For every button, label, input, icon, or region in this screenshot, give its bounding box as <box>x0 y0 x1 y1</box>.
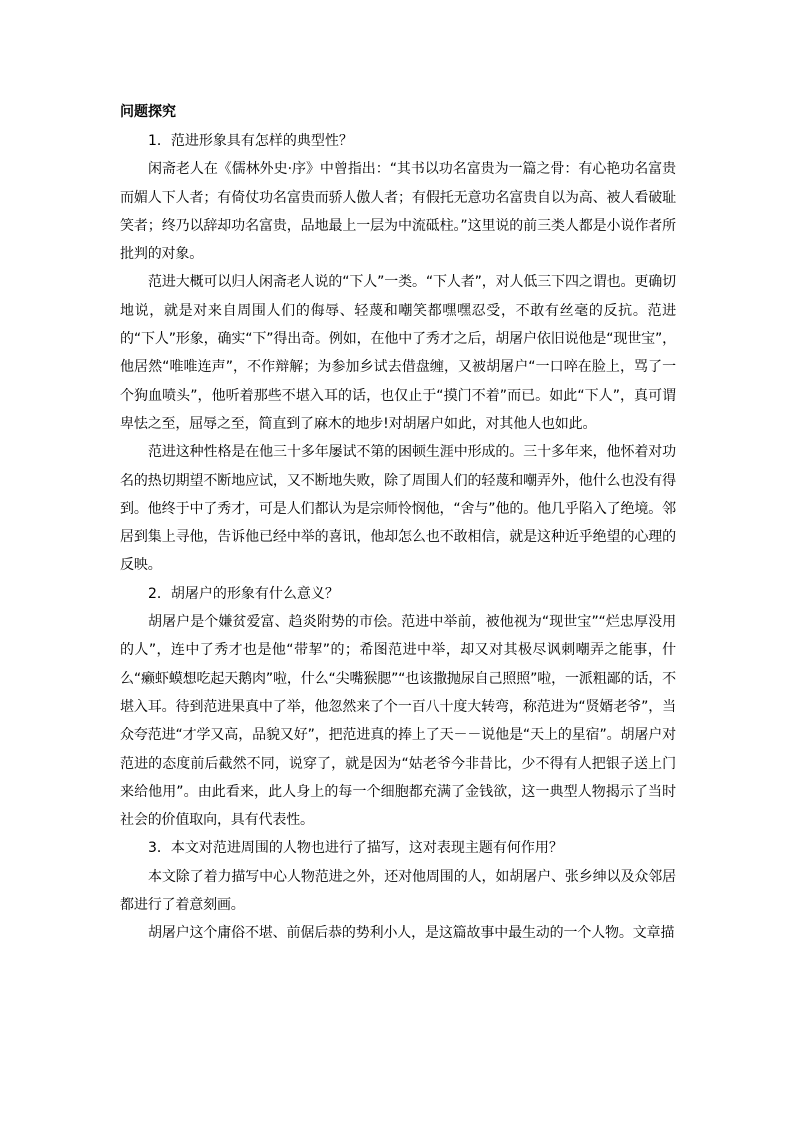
paragraph: 范进这种性格是在他三十多年屡试不第的困顿生涯中形成的。三十多年来，他怀着对功名的热切期望不断地应试，又不断地失败，除了周围人们的轻蔑和嘲弄外，他什么也没有得到。他终于中了秀才，可是人们都认为是宗师怜悯他，“舍与”他的。他几乎陷入了绝境。邻居到集上寻他，告诉他已经中举的喜讯，他却怎么也不敢相信，就是这种近乎绝望的心理的反映。 <box>120 444 676 574</box>
document-body <box>120 127 676 948</box>
section-title: 问题探究 <box>120 104 176 120</box>
paragraph: 范进大概可以归人闲斋老人说的“下人”一类。“下人者”，对人低三下四之谓也。更确切地说，就是对来自周围人们的侮辱、轻蔑和嘲笑都嘿嘿忍受，不敢有丝毫的反抗。范进的“下人”形象，确实“下”得出奇。例如，在他中了秀才之后，胡屠户依旧说他是“现世宝”，他居然“唯唯连声”，不作辩解；为参加乡试去借盘缠，又被胡屠户“一口啐在脸上，骂了一个狗血喷头”，他听着那些不堪入耳的话，也仅止于“摸门不着”而已。如此“下人”，真可谓卑怯之至，屈辱之至，简直到了麻木的地步!对胡屠户如此，对其他人也如此。 <box>120 274 676 432</box>
question-2: 2．胡屠户的形象有什么意义？ <box>148 585 339 602</box>
paragraph: 本文除了着力描写中心人物范进之外，还对他周围的人，如胡屠户、张乡绅以及众邻居都进行了着意刻画。 <box>120 868 676 914</box>
paragraph: 胡屠户是个嫌贫爱富、趋炎附势的市侩。范进中举前，被他视为“现世宝”“烂忠厚没用的人”，连中了秀才也是他“带挈”的；希图范进中举，却又对其极尽讽刺嘲弄之能事，什么“癞虾蟆想吃起天鹅肉”啦，什么“尖嘴猴腮”“也该撒抛尿自己照照”啦，一派粗鄙的话，不堪入耳。待到范进果真中了举，他忽然来了个一百八十度大转弯，称范进为“贤婿老爷”，当众夸范进“才学又高，品貌又好”，把范进真的捧上了天－－说他是“天上的星宿”。胡屠户对范进的态度前后截然不同，说穿了，就是因为“姑老爷今非昔比，少不得有人把银子送上门来给他用”。由此看来，此人身上的每一个细胞都充满了金钱欲，这一典型人物揭示了当时社会的价值取向，具有代表性。 <box>120 614 676 829</box>
question-1: 1．范进形象具有怎样的典型性？ <box>148 133 353 149</box>
question-3: 3．本文对范进周围的人物也进行了描写，这对表现主题有何作用？ <box>148 840 563 857</box>
paragraph: 胡屠户这个庸俗不堪、前倨后恭的势利小人，是这篇故事中最生动的一个人物。文章描 <box>148 925 675 942</box>
paragraph: 闲斋老人在《儒林外史·序》中曾指出：“其书以功名富贵为一篇之骨：有心艳功名富贵而媚人下人者；有倚仗功名富贵而骄人傲人者；有假托无意功名富贵自以为高、被人看破耻笑者；终乃以辞却功名富贵，品地最上一层为中流砥柱。”这里说的前三类人都是小说作者所批判的对象。 <box>120 161 676 263</box>
